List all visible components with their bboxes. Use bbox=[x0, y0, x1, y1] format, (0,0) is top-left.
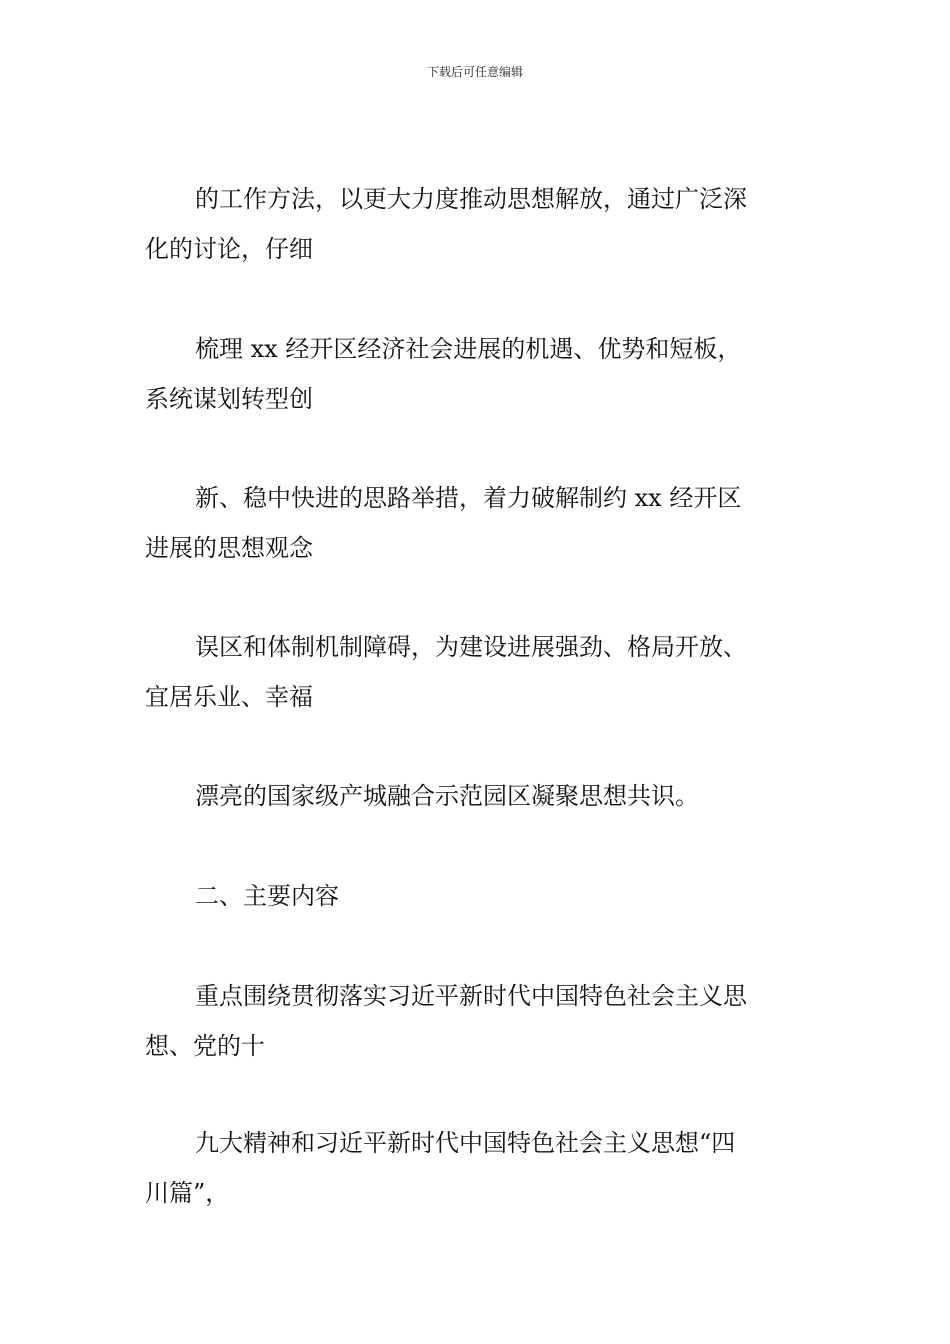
section-heading-text: 二、主要内容 bbox=[195, 882, 339, 910]
section-heading bbox=[145, 871, 339, 921]
paragraph-line: 系统谋划转型创 bbox=[145, 385, 313, 413]
paragraph-line: 化的讨论，仔细 bbox=[145, 235, 313, 263]
paragraph-line: 想、党的十 bbox=[145, 1032, 265, 1060]
paragraph bbox=[145, 324, 741, 424]
paragraph-line: 九大精神和习近平新时代中国特色社会主义思想“四 bbox=[195, 1129, 736, 1157]
paragraph-line: 梳理 xx 经开区经济社会进展的机遇、优势和短板， bbox=[195, 335, 742, 363]
paragraph-line: 重点围绕贯彻落实习近平新时代中国特色社会主义思 bbox=[195, 982, 747, 1010]
paragraph bbox=[145, 1118, 735, 1218]
paragraph-line: 进展的思想观念 bbox=[145, 534, 313, 562]
paragraph-line: 川篇”， bbox=[145, 1179, 230, 1207]
paragraph-line: 宜居乐业、幸福 bbox=[145, 683, 313, 711]
paragraph bbox=[145, 971, 747, 1071]
paragraph bbox=[145, 771, 699, 821]
paragraph-line: 新、稳中快进的思路举措，着力破解制约 xx 经开区 bbox=[195, 484, 742, 512]
page-header: 下载后可任意编辑 bbox=[426, 65, 523, 79]
paragraph bbox=[145, 174, 747, 274]
paragraph-line: 的工作方法，以更大力度推动思想解放，通过广泛深 bbox=[195, 185, 747, 213]
paragraph bbox=[145, 473, 741, 573]
paragraph-line: 误区和体制机制障碍，为建设进展强劲、格局开放、 bbox=[195, 633, 747, 661]
paragraph bbox=[145, 622, 747, 722]
paragraph-line: 漂亮的国家级产城融合示范园区凝聚思想共识。 bbox=[195, 782, 699, 810]
